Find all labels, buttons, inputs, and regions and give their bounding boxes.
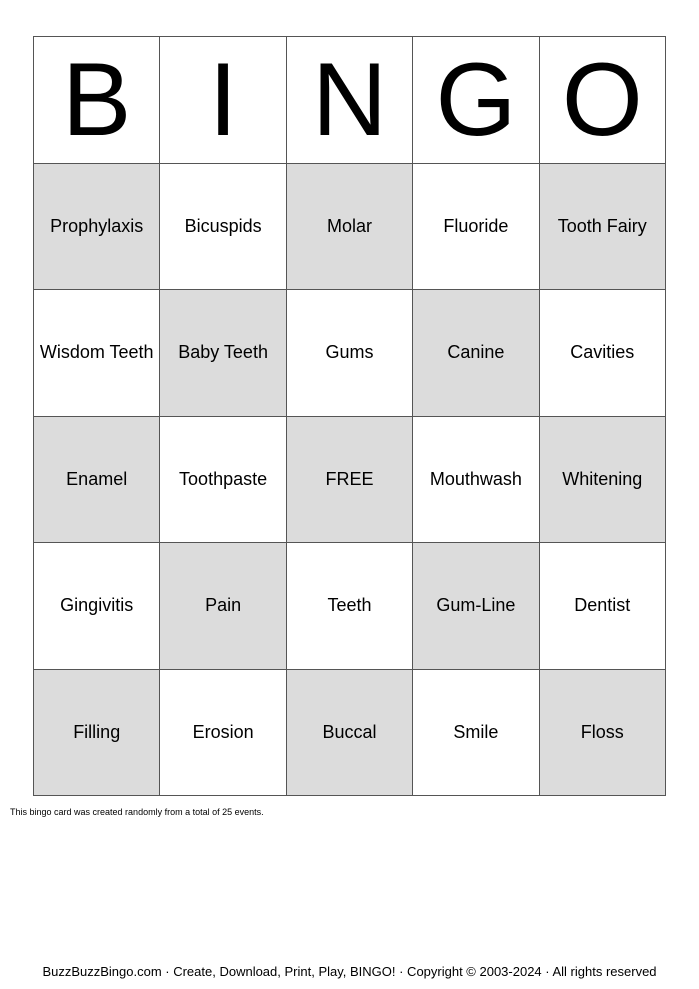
bingo-cell: Teeth xyxy=(287,543,413,670)
bingo-cell: Pain xyxy=(160,543,286,670)
bingo-cell: Baby Teeth xyxy=(160,290,286,417)
bingo-cell: Gum-Line xyxy=(413,543,539,670)
bingo-cell: Dentist xyxy=(540,543,666,670)
bingo-cell: Smile xyxy=(413,670,539,797)
bingo-cell: Erosion xyxy=(160,670,286,797)
bingo-cell: Prophylaxis xyxy=(34,164,160,291)
bingo-cell: FREE xyxy=(287,417,413,544)
bingo-cell: Tooth Fairy xyxy=(540,164,666,291)
header-letter: G xyxy=(413,37,539,164)
bingo-cell: Canine xyxy=(413,290,539,417)
header-letter: O xyxy=(540,37,666,164)
bingo-cell: Whitening xyxy=(540,417,666,544)
bingo-cell: Gingivitis xyxy=(34,543,160,670)
bingo-cell: Cavities xyxy=(540,290,666,417)
header-letter: N xyxy=(287,37,413,164)
footer: BuzzBuzzBingo.com · Create, Download, Print, Play, BINGO! · Copyright © 2003-2024 · All rights reserved xyxy=(42,964,657,979)
bingo-cell: Filling xyxy=(34,670,160,797)
card-note: This bingo card was created randomly from a total of 25 events. xyxy=(10,807,264,817)
bingo-cell: Molar xyxy=(287,164,413,291)
bingo-cell: Gums xyxy=(287,290,413,417)
header-letter: I xyxy=(160,37,286,164)
header-letter: B xyxy=(34,37,160,164)
bingo-cell: Toothpaste xyxy=(160,417,286,544)
bingo-cell: Wisdom Teeth xyxy=(34,290,160,417)
bingo-cell: Fluoride xyxy=(413,164,539,291)
bingo-cell: Bicuspids xyxy=(160,164,286,291)
bingo-cell: Floss xyxy=(540,670,666,797)
bingo-cell: Buccal xyxy=(287,670,413,797)
bingo-card xyxy=(33,36,666,796)
bingo-cell: Enamel xyxy=(34,417,160,544)
bingo-cell: Mouthwash xyxy=(413,417,539,544)
